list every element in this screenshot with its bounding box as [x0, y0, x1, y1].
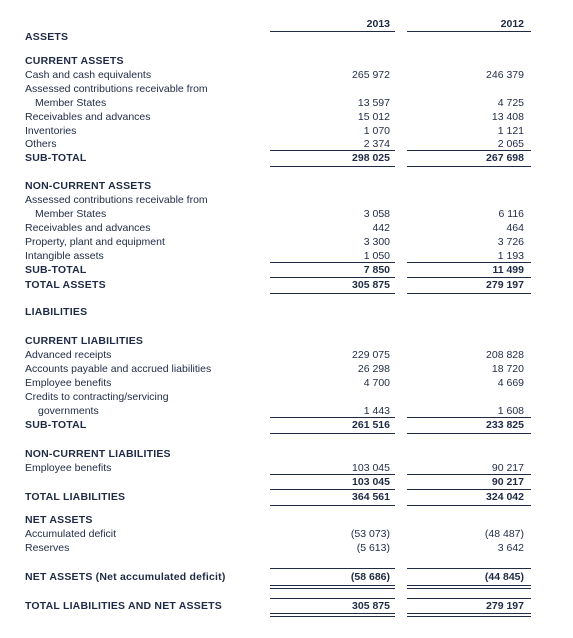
value-2013: 305 875 [352, 600, 390, 612]
statement-row [0, 208, 573, 221]
value-2013: 298 025 [352, 152, 390, 164]
statement-row [0, 97, 573, 110]
value-2012: 267 698 [486, 152, 524, 164]
statement-row [0, 264, 573, 277]
rule-line [407, 489, 531, 490]
statement-row [0, 600, 573, 613]
rule-line [270, 150, 395, 151]
value-2012: 3 726 [497, 236, 524, 248]
column-header-2012: 2012 [500, 18, 524, 30]
rule-line [407, 588, 531, 589]
row-label: Receivables and advances [25, 111, 151, 123]
row-label: TOTAL ASSETS [25, 279, 106, 291]
value-2013: 1 070 [363, 125, 390, 137]
row-label: Employee benefits [25, 377, 112, 389]
statement-row [0, 528, 573, 541]
row-label: Receivables and advances [25, 222, 151, 234]
value-2012: 246 379 [486, 69, 524, 81]
statement-row [0, 391, 573, 404]
column-header-2013: 2013 [366, 18, 390, 30]
value-2012: 233 825 [486, 419, 524, 431]
value-2012: 90 217 [491, 476, 524, 488]
rule-line [407, 433, 531, 434]
value-2013: 3 058 [363, 208, 390, 220]
rule-line [270, 31, 395, 32]
rule-line [270, 262, 395, 263]
rule-line [270, 585, 395, 586]
value-2013: (58 686) [350, 571, 390, 583]
statement-row [0, 542, 573, 555]
value-2013: 3 300 [363, 236, 390, 248]
value-2013: 13 597 [357, 97, 390, 109]
value-2013: 15 012 [357, 111, 390, 123]
value-2012: 208 828 [486, 349, 524, 361]
row-label: Accounts payable and accrued liabilities [25, 363, 212, 375]
value-2012: 6 116 [498, 208, 524, 220]
rule-line [407, 474, 531, 475]
rule-line [270, 474, 395, 475]
value-2013: (53 073) [350, 528, 390, 540]
row-label: NON-CURRENT ASSETS [25, 180, 152, 192]
rule-line [270, 293, 395, 294]
row-label: TOTAL LIABILITIES [25, 491, 126, 503]
row-label: Property, plant and equipment [25, 236, 165, 248]
statement-row [0, 448, 573, 461]
value-2012: 4 725 [497, 97, 524, 109]
rule-line [407, 613, 531, 614]
value-2013: 442 [372, 222, 390, 234]
statement-row [0, 125, 573, 138]
value-2013: 7 850 [363, 264, 390, 276]
value-2012: 4 669 [497, 377, 524, 389]
rule-line [407, 585, 531, 586]
statement-row [0, 514, 573, 527]
value-2013: 26 298 [357, 363, 390, 375]
row-label: LIABILITIES [25, 306, 88, 318]
rule-line [270, 505, 395, 506]
row-label: Reserves [25, 542, 70, 554]
statement-row [0, 279, 573, 292]
row-label: Member States [35, 97, 107, 109]
statement-row [0, 194, 573, 207]
rule-line [407, 616, 531, 617]
statement-row [0, 69, 573, 82]
value-2012: 1 121 [497, 125, 524, 137]
value-2012: 2 065 [497, 138, 524, 150]
row-label: governments [38, 405, 99, 417]
row-label: CURRENT LIABILITIES [25, 335, 144, 347]
value-2012: (44 845) [484, 571, 524, 583]
row-label: Assessed contributions receivable from [25, 194, 208, 206]
row-label: ASSETS [25, 31, 69, 43]
value-2013: 261 516 [352, 419, 390, 431]
rule-line [407, 166, 531, 167]
rule-line [270, 588, 395, 589]
statement-row [0, 55, 573, 68]
rule-line [270, 613, 395, 614]
row-label: Others [25, 138, 57, 150]
statement-row [0, 180, 573, 193]
rule-line [407, 505, 531, 506]
rule-line [407, 31, 531, 32]
statement-row [0, 222, 573, 235]
statement-row [0, 349, 573, 362]
row-label: NON-CURRENT LIABILITIES [25, 448, 171, 460]
statement-row [0, 571, 573, 584]
rule-line [407, 277, 531, 278]
value-2013: 265 972 [352, 69, 390, 81]
rule-line [270, 616, 395, 617]
value-2012: 18 720 [491, 363, 524, 375]
statement-row [0, 377, 573, 390]
row-label: Advanced receipts [25, 349, 112, 361]
row-label: Cash and cash equivalents [25, 69, 152, 81]
rule-line [407, 417, 531, 418]
value-2013: 364 561 [352, 491, 390, 503]
value-2013: 305 875 [352, 279, 390, 291]
value-2013: (5 613) [356, 542, 390, 554]
rule-line [270, 568, 395, 569]
statement-row [0, 152, 573, 165]
value-2012: 464 [506, 222, 524, 234]
rule-line [270, 166, 395, 167]
rule-line [270, 417, 395, 418]
value-2013: 1 050 [363, 250, 390, 262]
statement-row [0, 363, 573, 376]
statement-row [0, 476, 573, 489]
row-label: Employee benefits [25, 462, 112, 474]
row-label: SUB-TOTAL [25, 152, 87, 164]
value-2012: 3 642 [497, 542, 524, 554]
row-label: Accumulated deficit [25, 528, 117, 540]
rule-line [407, 293, 531, 294]
row-label: Assessed contributions receivable from [25, 83, 208, 95]
statement-row [0, 306, 573, 319]
statement-row [0, 419, 573, 432]
value-2012: (48 487) [484, 528, 524, 540]
value-2012: 1 193 [497, 250, 524, 262]
value-2013: 2 374 [363, 138, 390, 150]
value-2012: 11 499 [492, 264, 524, 276]
statement-row [0, 83, 573, 96]
row-label: NET ASSETS (Net accumulated deficit) [25, 571, 226, 583]
rule-line [407, 150, 531, 151]
rule-line [270, 598, 395, 599]
value-2012: 279 197 [486, 600, 524, 612]
value-2013: 103 045 [352, 476, 390, 488]
statement-row [0, 111, 573, 124]
statement-row [0, 236, 573, 249]
value-2013: 4 700 [363, 377, 390, 389]
value-2012: 90 217 [491, 462, 524, 474]
value-2013: 229 075 [352, 349, 390, 361]
row-label: NET ASSETS [25, 514, 93, 526]
row-label: Intangible assets [25, 250, 104, 262]
row-label: Inventories [25, 125, 77, 137]
value-2013: 103 045 [352, 462, 390, 474]
value-2012: 279 197 [486, 279, 524, 291]
value-2012: 324 042 [486, 491, 524, 503]
row-label: CURRENT ASSETS [25, 55, 124, 67]
rule-line [407, 262, 531, 263]
value-2012: 1 608 [497, 405, 524, 417]
rule-line [407, 568, 531, 569]
value-2013: 1 443 [363, 405, 390, 417]
rule-line [270, 433, 395, 434]
statement-row [0, 491, 573, 504]
row-label: Credits to contracting/servicing [25, 391, 169, 403]
row-label: SUB-TOTAL [25, 419, 87, 431]
rule-line [270, 489, 395, 490]
statement-row [0, 31, 573, 44]
row-label: SUB-TOTAL [25, 264, 87, 276]
row-label: TOTAL LIABILITIES AND NET ASSETS [25, 600, 222, 612]
rule-line [407, 598, 531, 599]
rule-line [270, 277, 395, 278]
row-label: Member States [35, 208, 107, 220]
statement-row [0, 335, 573, 348]
value-2012: 13 408 [491, 111, 524, 123]
